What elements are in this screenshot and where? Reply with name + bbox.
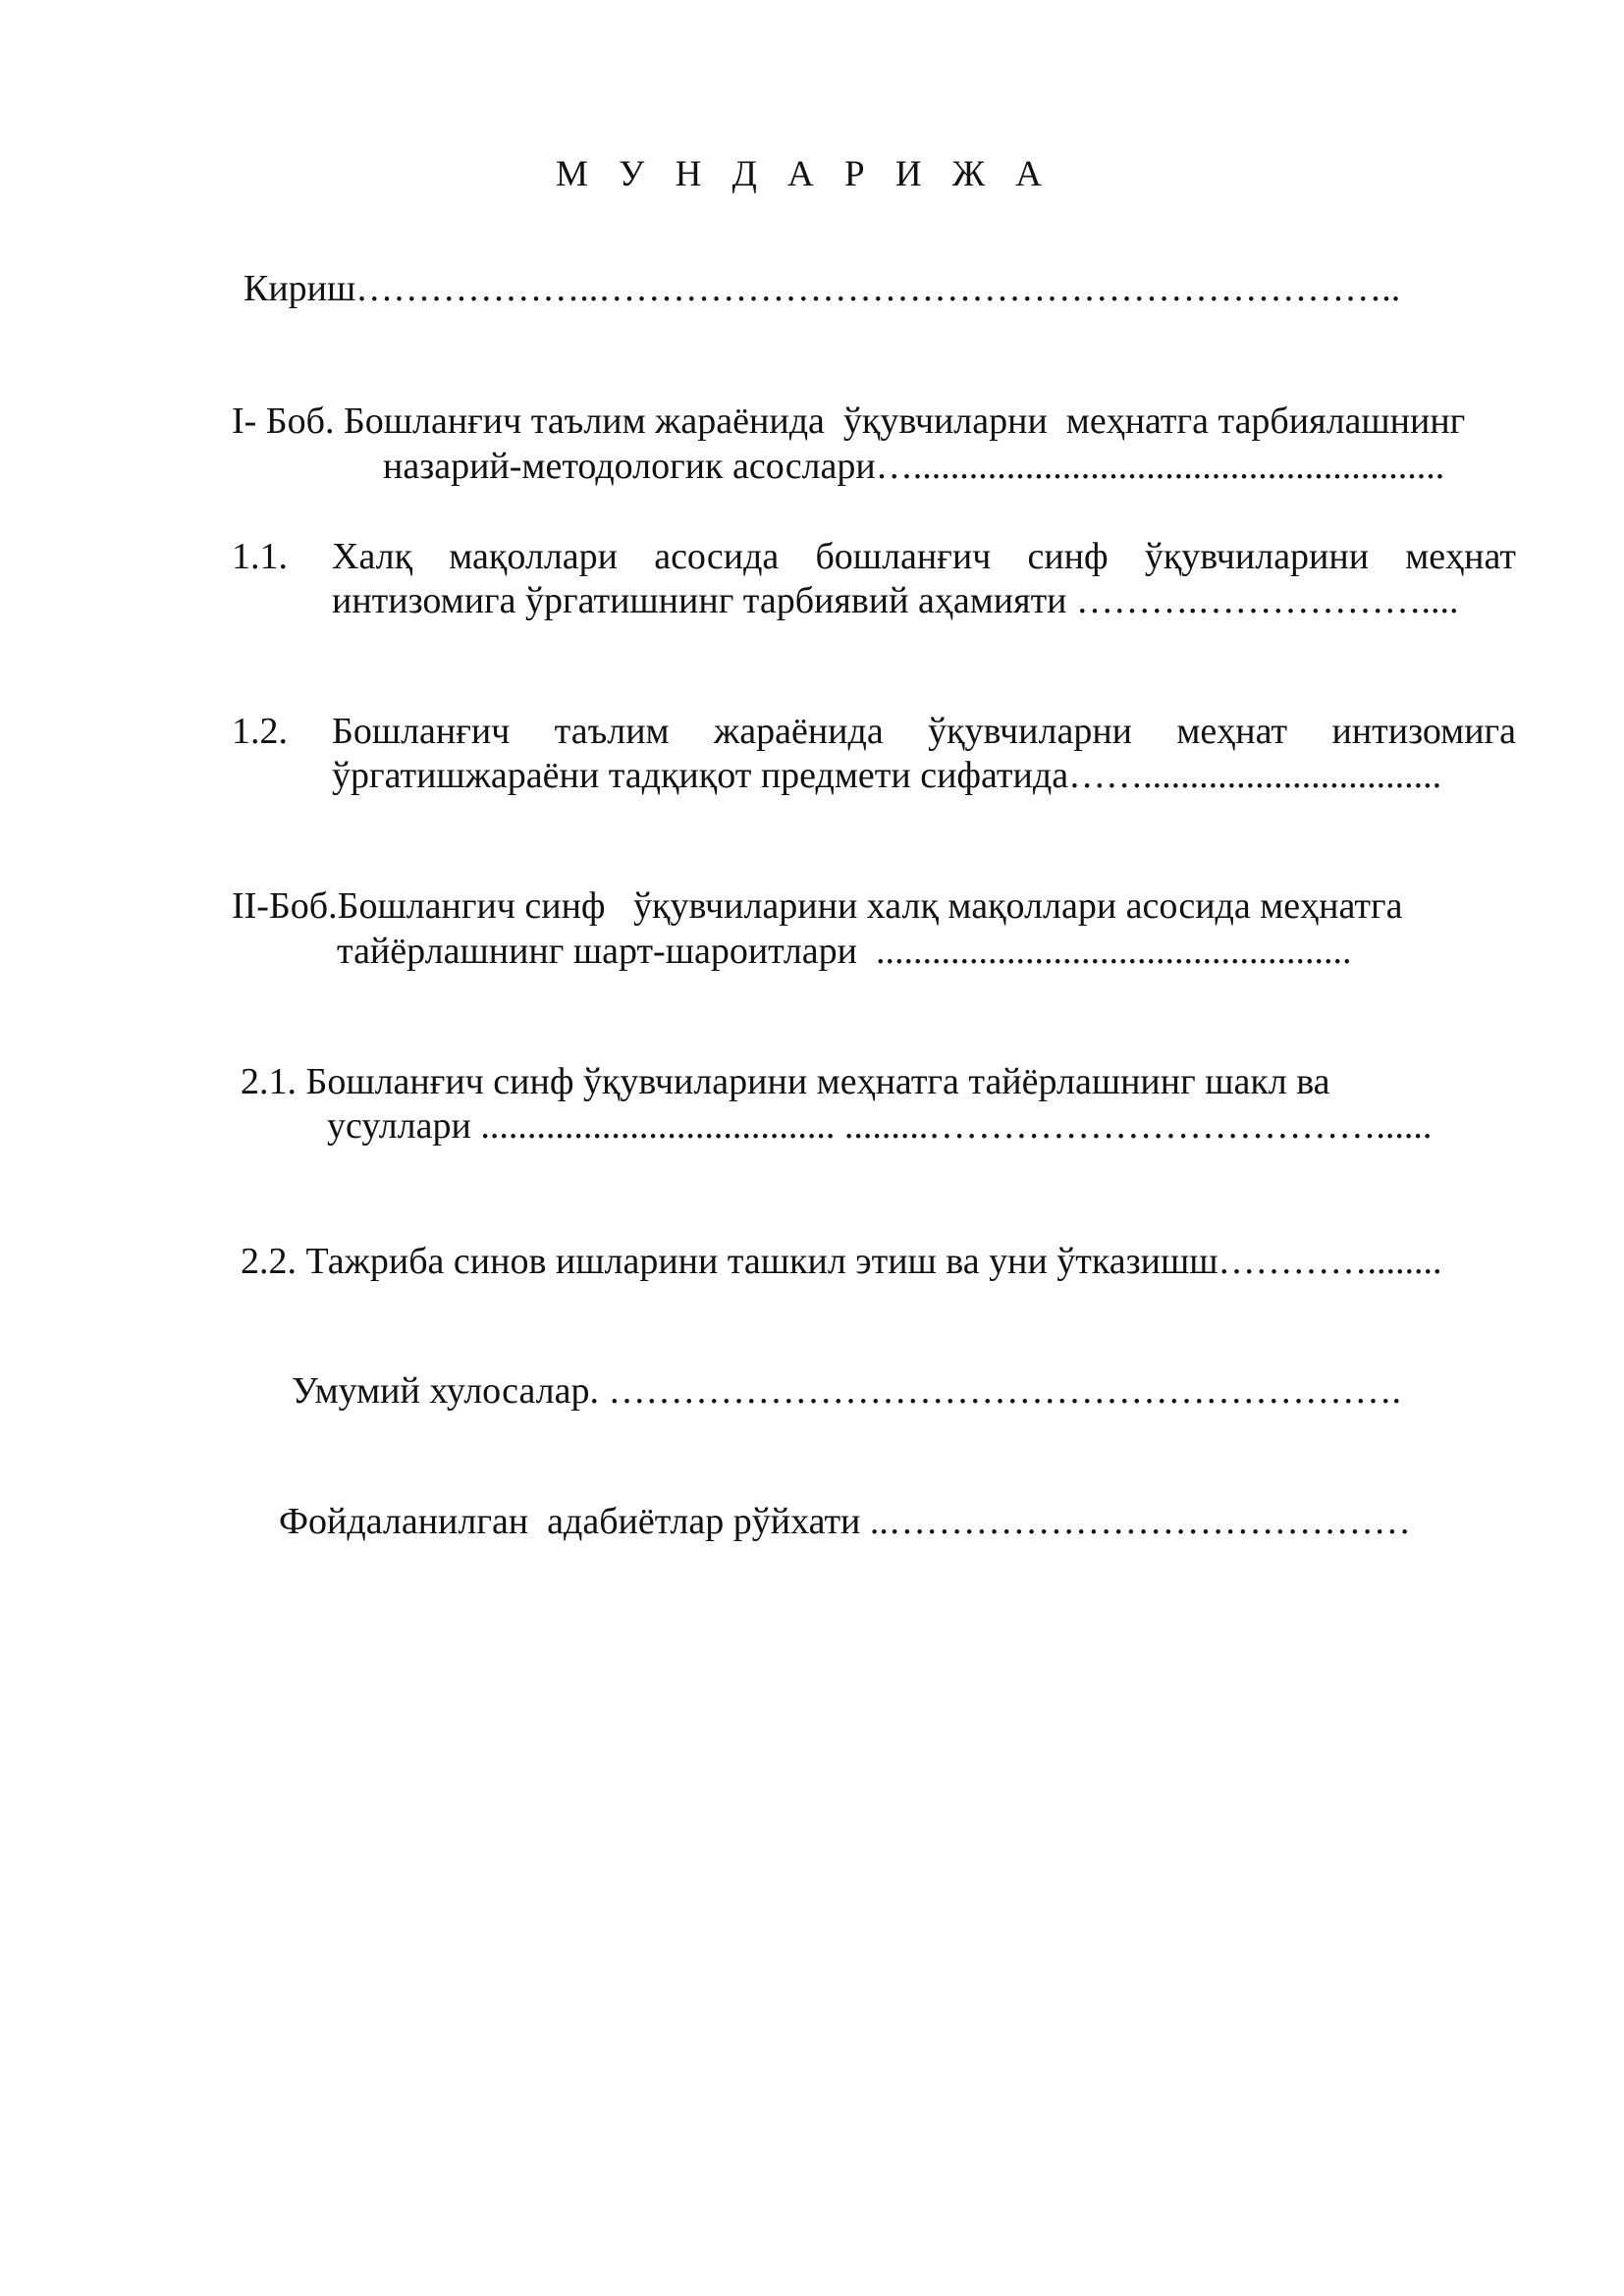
toc-entry-section-1-2-line1: Бошланғич таълим жараёнида ўқувчиларни меҳнат интизомига xyxy=(332,711,1516,752)
toc-section-number-1-1: 1.1. xyxy=(232,536,288,577)
toc-entry-section-1-2-line2: ўргатишжараёни тадқиқот предмети сифатида……................................ xyxy=(332,755,1442,796)
toc-entry-section-2-2: 2.2. Тажриба синов ишларини ташкил этиш ва уни ўтказишш…………........ xyxy=(241,1241,1442,1282)
toc-entry-section-1-1-line1: Халқ мақоллари асосида бошланғич синф ўқувчиларини меҳнат xyxy=(332,536,1516,577)
toc-entry-intro: Кириш………………..……………………………………………………….. xyxy=(244,268,1401,309)
toc-entry-chapter2-line2: тайёрлашнинг шарт-шароитлари ................................................... xyxy=(337,931,1352,972)
toc-entry-conclusion: Умумий хулосалар. ………………………………………………………. xyxy=(292,1370,1401,1412)
toc-section-number-1-2: 1.2. xyxy=(232,711,288,752)
document-title: М У Н Д А Р И Ж А xyxy=(556,154,1053,194)
toc-entry-references: Фойдаланилган адабиётлар рўйхати ..…………………………………… xyxy=(279,1501,1411,1542)
toc-entry-section-2-1-line2: усуллари ...................................... .........………………………………...... xyxy=(327,1105,1433,1147)
toc-entry-section-2-1-line1: 2.1. Бошланғич синф ўқувчиларини меҳнатга тайёрлашнинг шакл ва xyxy=(241,1061,1330,1102)
toc-entry-chapter1-line2: назарий-методологик асослари…......................................................... xyxy=(383,446,1445,487)
toc-entry-chapter1-line1: I- Боб. Бошланғич таълим жараёнида ўқувчиларни меҳнатга тарбиялашнинг xyxy=(232,400,1466,442)
toc-entry-chapter2-line1: II-Боб.Бошлангич синф ўқувчиларини халқ мақоллари асосида меҳнатга xyxy=(232,885,1403,927)
toc-entry-section-1-1-line2: интизомига ўргатишнинг тарбиявий аҳамияти ……….……………….... xyxy=(332,580,1459,621)
